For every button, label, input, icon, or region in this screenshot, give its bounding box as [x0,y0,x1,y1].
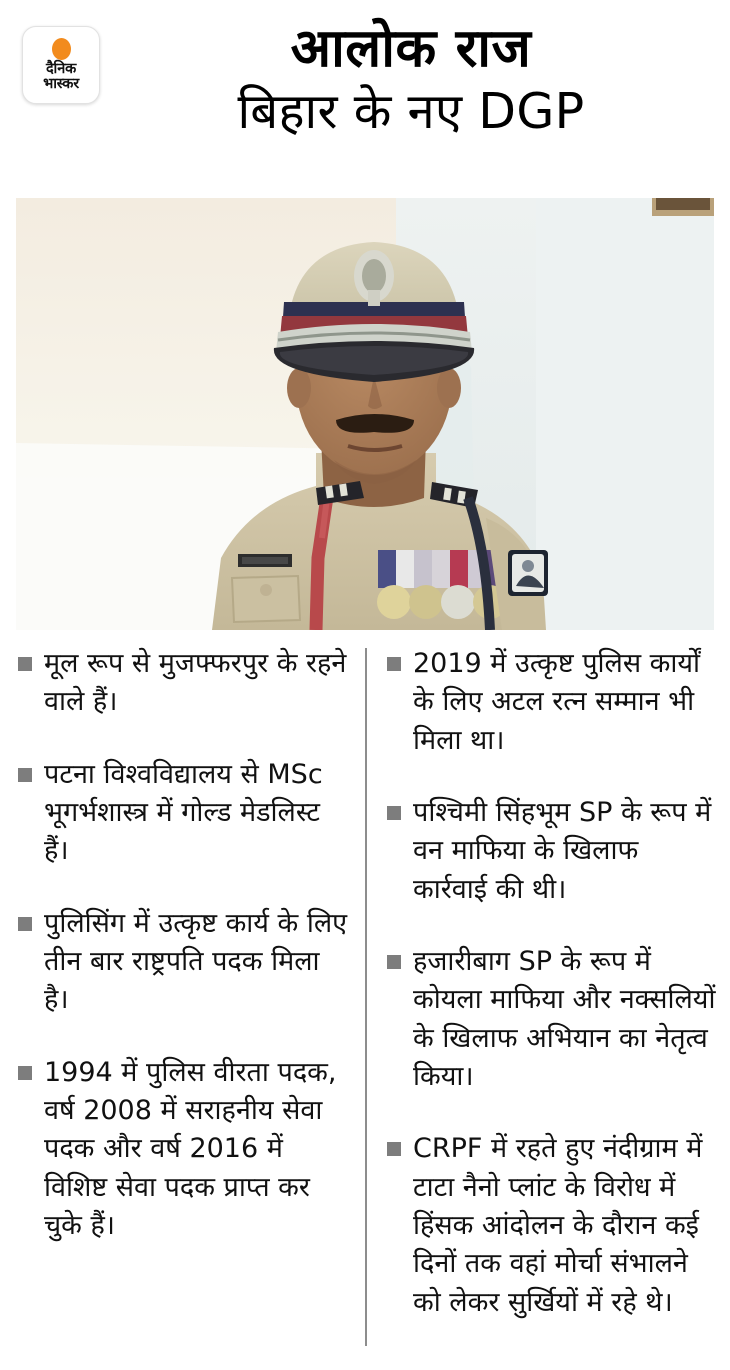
list-item [18,756,351,871]
list-item-text: हजारीबाग SP के रूप में कोयला माफिया और नक्सलियों के खिलाफ अभियान का नेतृत्व किया। [413,945,716,1092]
list-item-text: 1994 में पुलिस वीरता पदक, वर्ष 2008 में सराहनीय सेवा पदक और वर्ष 2016 में विशिष्ट सेवा पदक प्राप्त कर चुके हैं। [44,1056,337,1241]
headline-block [110,18,712,141]
list-item-text: मूल रूप से मुजफ्फरपुर के रहने वाले हैं। [44,648,347,718]
list-item [387,943,720,1096]
list-item-text: CRPF में रहते हुए नंदीग्राम में टाटा नैनो प्लांट के विरोध में हिंसक आंदोलन के दौरान कई दिनों तक वहां मोर्चा संभालने को लेकर सुर्खियों में रहे थे। [413,1133,703,1318]
list-item-text: पुलिसिंग में उत्कृष्ट कार्य के लिए तीन बार राष्ट्रपति पदक मिला है। [44,907,348,1016]
square-bullet-icon [387,955,401,969]
header [0,0,730,190]
list-item-text: पश्चिमी सिंहभूम SP के रूप में वन माफिया के खिलाफ कार्रवाई की थी। [413,796,712,905]
list-item [387,794,720,909]
square-bullet-icon [387,657,401,671]
facts-column-right [365,645,730,1355]
sun-icon [52,38,71,60]
square-bullet-icon [18,1066,32,1080]
list-item [18,1054,351,1246]
logo-line1: दैनिक [45,61,77,78]
list-item-text: पटना विश्वविद्यालय से MSc भूगर्भशास्त्र में गोल्ड मेडलिस्ट हैं। [44,758,323,867]
square-bullet-icon [18,768,32,782]
list-item [387,645,720,760]
square-bullet-icon [387,1142,401,1156]
officer-photo-illustration [16,198,714,630]
list-item [18,645,351,722]
page-subtitle: बिहार के नए DGP [237,82,585,140]
facts-column-left [0,645,365,1355]
page-title: आलोक राज [290,18,532,79]
facts-section [0,645,730,1355]
list-item-text: 2019 में उत्कृष्ट पुलिस कार्यों के लिए अटल रत्न सम्मान भी मिला था। [413,648,701,756]
logo-line2: भास्कर [43,76,79,92]
list-item [387,1130,720,1322]
square-bullet-icon [18,657,32,671]
dainik-bhaskar-logo[interactable] [22,26,100,104]
list-item [18,905,351,1020]
square-bullet-icon [387,806,401,820]
officer-photo [16,198,714,630]
square-bullet-icon [18,917,32,931]
